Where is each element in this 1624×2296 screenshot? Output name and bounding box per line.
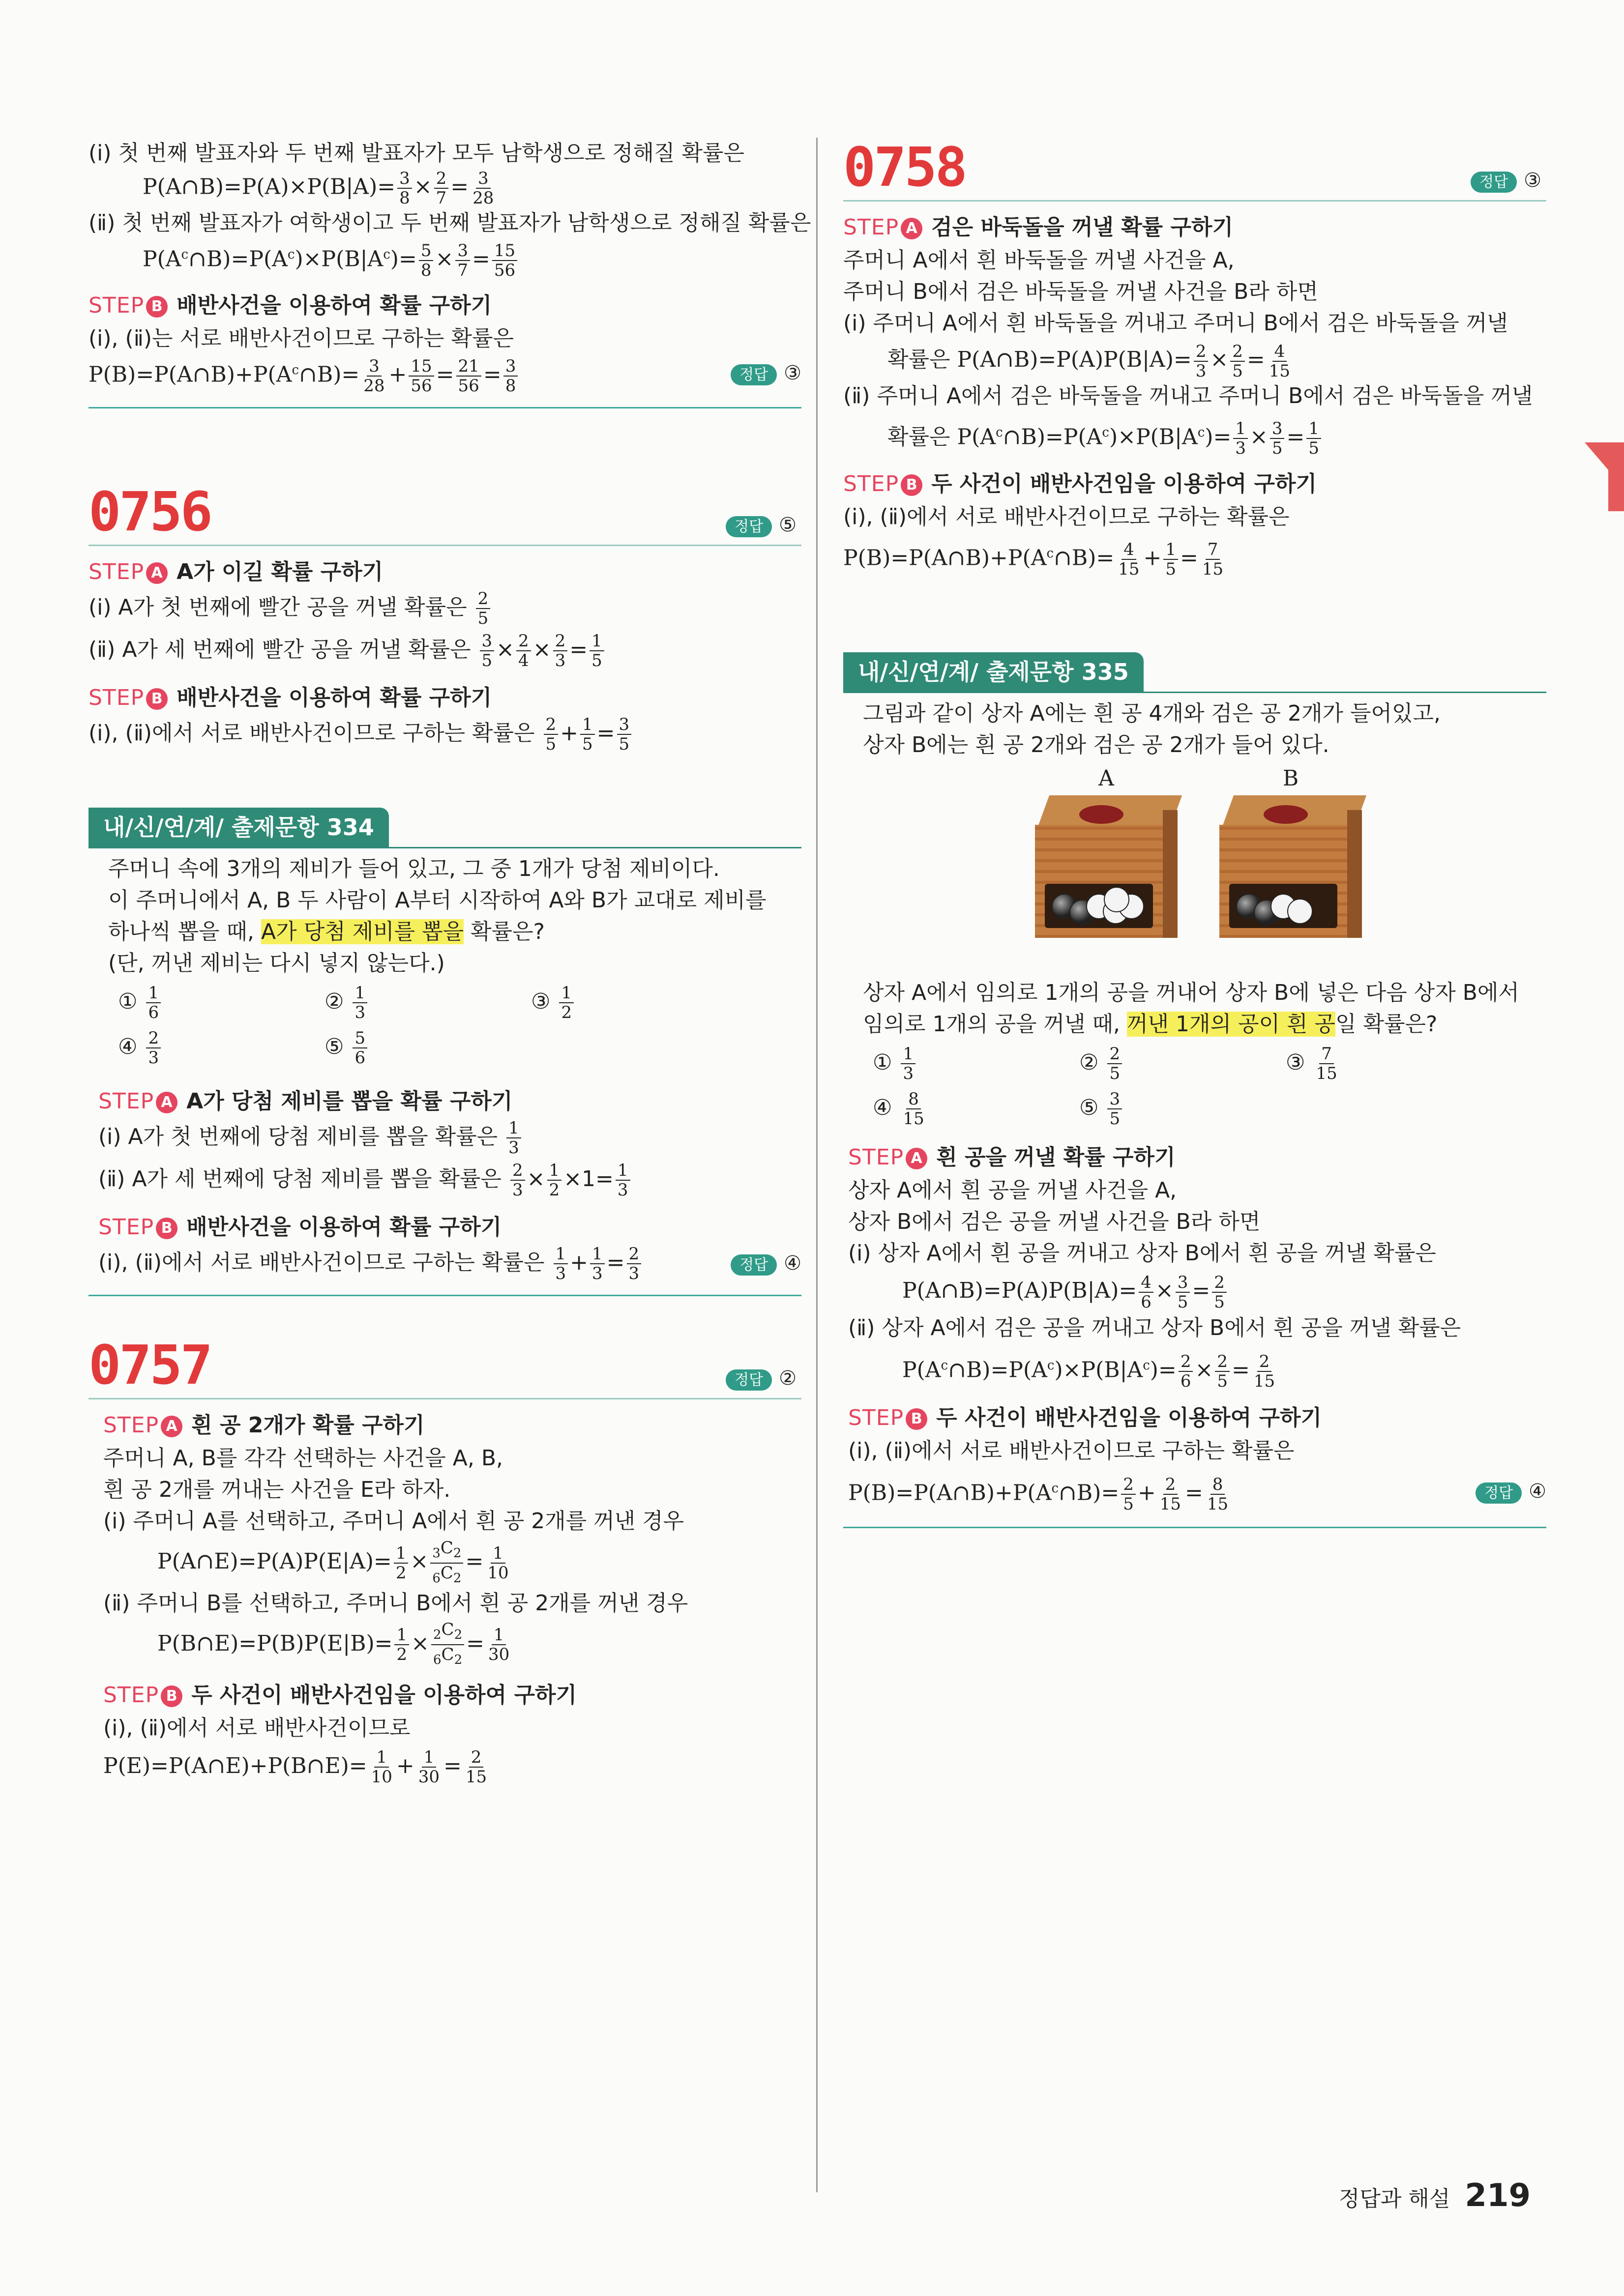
crate-figure — [863, 766, 1546, 977]
box-334-line: 하나씩 뽑을 때, A가 당첨 제비를 뽑을 확률은? — [108, 919, 545, 945]
box334-answer: 정답 ④ — [731, 1248, 801, 1281]
option-4[interactable]: ④ $\frac{8}{15}$ — [873, 1089, 924, 1129]
box-334-line: 이 주머니에서 A, B 두 사람이 A부터 시작하여 A와 B가 교대로 제비를 — [108, 888, 767, 913]
p758-step-b: STEP B 두 사건이 배반사건임을 이용하여 구하기 — [843, 471, 1317, 496]
p756-header — [89, 482, 801, 546]
p758-eq-final: $P(B)=P(A\cap B)+P(A^c\cap B)=$ $\frac{4}{15}$ + $\frac{1}{5}$ = $\frac{7}{15}$ — [843, 539, 1224, 579]
p758-line: 주머니 B에서 검은 바둑돌을 꺼낼 사건을 B라 하면 — [843, 279, 1318, 304]
page-footer — [1339, 2178, 1531, 2214]
option-1[interactable]: ① $\frac{1}{3}$ — [873, 1040, 1079, 1085]
box-335 — [843, 652, 1546, 1528]
option-3[interactable]: ③ $\frac{1}{2}$ — [531, 979, 738, 1024]
crate-b — [1219, 766, 1362, 938]
p757-step-a: STEP A 흰 공 2개가 확률 구하기 — [103, 1413, 425, 1438]
p757-stepb-line: (ⅰ), (ⅱ)에서 서로 배반사건이므로 — [103, 1715, 411, 1741]
box335-eq-final: $P(B)=P(A\cap B)+P(A^c\cap B)=$ $\frac{2}{5}$ + $\frac{2}{15}$ = $\frac{8}{15}$ 정답 ④ — [848, 1467, 1546, 1515]
p757-answer: 정답 ② — [726, 1367, 797, 1390]
option-5[interactable]: ⑤ $\frac{5}{6}$ — [325, 1024, 531, 1070]
p755-stepb-line: (ⅰ), (ⅱ)는 서로 배반사건이므로 구하는 확률은 — [89, 326, 514, 351]
p757-header — [89, 1336, 801, 1399]
p758-eq-i: 확률은 P(A∩B)=P(A)P(B|A)= $\frac{2}{3}$ × $\frac{2}{5}$ = $\frac{4}{15}$ — [887, 341, 1291, 381]
box-334-title: 내/신/연/계/ 출제문항 334 — [89, 808, 389, 847]
p756-answer: 정답 ⑤ — [726, 514, 797, 536]
box335-stepb-line: (ⅰ), (ⅱ)에서 서로 배반사건이므로 구하는 확률은 — [848, 1438, 1295, 1463]
p758-step-a: STEP A 검은 바둑돌을 꺼낼 확률 구하기 — [843, 215, 1233, 240]
box-335-options — [873, 1040, 1546, 1131]
option-3[interactable]: ③ $\frac{7}{15}$ — [1286, 1044, 1337, 1084]
page-number: 219 — [1465, 2178, 1531, 2214]
box-335-line: 상자 A에서 임의로 1개의 공을 꺼내어 상자 B에 넣은 다음 상자 B에서 — [863, 980, 1519, 1006]
option-1[interactable]: ① $\frac{1}{6}$ — [118, 979, 325, 1024]
p758-case-i: (ⅰ) 주머니 A에서 흰 바둑돌을 꺼내고 주머니 B에서 검은 바둑돌을 꺼낼 — [843, 311, 1508, 336]
p756-case-i: (ⅰ) A가 첫 번째에 빨간 공을 꺼낼 확률은 $\frac{2}{5}$ — [89, 589, 801, 628]
box335-step-a: STEP A 흰 공을 꺼낼 확률 구하기 — [848, 1145, 1176, 1170]
p755-case-ii: (ⅱ) 첫 번째 발표자가 여학생이고 두 번째 발표자가 남학생으로 정해질 확률은 — [89, 210, 811, 235]
separator — [843, 1527, 1546, 1528]
p755-eq-final: $P(B)=P(A\cap B)+P(A^c\cap B)=$ $\frac{3}{28}$ + $\frac{15}{56}$ = $\frac{21}{56}$ = $\frac{3}{8}$ 정답 ③ — [89, 356, 801, 396]
crate-a — [1035, 766, 1178, 938]
p756-case-ii: (ⅱ) A가 세 번째에 빨간 공을 꺼낼 확률은 $\frac{3}{5}$ × $\frac{2}{4}$ × $\frac{2}{3}$ = $\frac{1}{5}$ — [89, 628, 801, 672]
right-column — [843, 138, 1546, 1548]
p756-step-a: STEP A A가 이길 확률 구하기 — [89, 559, 384, 585]
p758-line: 주머니 A에서 흰 바둑돌을 꺼낼 사건을 A, — [843, 248, 1235, 273]
p758-stepb-line: (ⅰ), (ⅱ)에서 서로 배반사건이므로 구하는 확률은 — [843, 504, 1290, 529]
box335-case-i: (ⅰ) 상자 A에서 흰 공을 꺼내고 상자 B에서 흰 공을 꺼낼 확률은 — [848, 1241, 1436, 1266]
separator — [89, 1295, 801, 1296]
p757-line: 주머니 A, B를 각각 선택하는 사건을 A, B, — [103, 1446, 503, 1471]
footer-label: 정답과 해설 — [1338, 2186, 1450, 2211]
box-334-line: (단, 꺼낸 제비는 다시 넣지 않는다.) — [108, 951, 445, 976]
p757-case-ii: (ⅱ) 주머니 B를 선택하고, 주머니 B에서 흰 공 2개를 꺼낸 경우 — [103, 1590, 688, 1616]
box-334-line: 주머니 속에 3개의 제비가 들어 있고, 그 중 1개가 당첨 제비이다. — [108, 856, 720, 882]
box-335-line: 상자 B에는 흰 공 2개와 검은 공 2개가 들어 있다. — [863, 732, 1329, 758]
p757-eq-ii: P(B∩E)=P(B)P(E|B)= $\frac{1}{2}$ × $\frac{_2C_2}{_6C_2}$ = $\frac{1}{30}$ — [157, 1620, 510, 1667]
box335-step-b: STEP B 두 사건이 배반사건임을 이용하여 구하기 — [848, 1405, 1322, 1430]
separator — [89, 407, 801, 408]
box-335-title: 내/신/연/계/ 출제문항 335 — [843, 652, 1144, 692]
p757-case-i: (ⅰ) 주머니 A를 선택하고, 주머니 A에서 흰 공 2개를 꺼낸 경우 — [103, 1509, 684, 1534]
p756-stepb-line: (ⅰ), (ⅱ)에서 서로 배반사건이므로 구하는 확률은 $\frac{2}{5}$ + $\frac{1}{5}$ = $\frac{3}{5}$ — [89, 715, 801, 754]
p758-header — [843, 138, 1546, 202]
box334-case-i: (ⅰ) A가 첫 번째에 당첨 제비를 뽑을 확률은 $\frac{1}{3}$ — [98, 1119, 801, 1157]
option-5[interactable]: ⑤ $\frac{3}{5}$ — [1079, 1085, 1286, 1131]
p755-eq-ii: $P(A^c\cap B)=P(A^c)\times P(B|A^c)=$ $\frac{5}{8}$ × $\frac{3}{7}$ = $\frac{15}{56}$ — [89, 239, 801, 280]
p755-case-i: (ⅰ) 첫 번째 발표자와 두 번째 발표자가 모두 남학생으로 정해질 확률은 — [89, 141, 745, 166]
p757-line: 흰 공 2개를 꺼내는 사건을 E라 하자. — [103, 1477, 451, 1503]
option-2[interactable]: ② $\frac{2}{5}$ — [1079, 1040, 1286, 1085]
box334-stepb-line: (ⅰ), (ⅱ)에서 서로 배반사건이므로 구하는 확률은 $\frac{1}{3}$ + $\frac{1}{3}$ = $\frac{2}{3}$ 정답 ④ — [98, 1244, 801, 1284]
box334-case-ii: (ⅱ) A가 세 번째에 당첨 제비를 뽑을 확률은 $\frac{2}{3}$ × $\frac{1}{2}$ ×1= $\frac{1}{3}$ — [98, 1157, 801, 1201]
option-4[interactable]: ④ $\frac{2}{3}$ — [118, 1024, 325, 1070]
p758-answer: 정답 ③ — [1471, 169, 1541, 192]
chapter-tab-marker — [1585, 442, 1624, 511]
p755-answer: 정답 ③ — [731, 357, 801, 391]
box-335-line: 그림과 같이 상자 A에는 흰 공 4개와 검은 공 2개가 들어있고, — [863, 701, 1441, 727]
box335-eq-i: P(A∩B)=P(A)P(B|A)= $\frac{4}{6}$ × $\frac{3}{5}$ = $\frac{2}{5}$ — [848, 1269, 1546, 1312]
p758-case-ii: (ⅱ) 주머니 A에서 검은 바둑돌을 꺼내고 주머니 B에서 검은 바둑돌을 꺼낼 — [843, 383, 1533, 408]
crate-a-label: A — [1098, 766, 1114, 791]
box335-line: 상자 A에서 흰 공을 꺼낼 사건을 A, — [848, 1178, 1177, 1203]
p755-step-b: STEP B 배반사건을 이용하여 확률 구하기 — [89, 293, 492, 319]
crate-b-label: B — [1282, 766, 1299, 791]
p755-eq-i: P(A∩B)=P(A)×P(B|A)= $\frac{3}{8}$ × $\frac{2}{7}$ = $\frac{3}{28}$ — [143, 169, 494, 208]
box-334-options — [118, 979, 801, 1070]
box335-answer: 정답 ④ — [1476, 1470, 1546, 1515]
p757-eq-final: P(E)=P(A∩E)+P(B∩E)= $\frac{1}{10}$ + $\frac{1}{30}$ = $\frac{2}{15}$ — [103, 1747, 487, 1787]
box335-eq-ii: $P(A^c\cap B)=P(A^c)\times P(B|A^c)=$ $\frac{2}{6}$ × $\frac{2}{5}$ = $\frac{2}{15}$ — [902, 1352, 1275, 1392]
problem-number: 0757 — [89, 1334, 211, 1397]
p757-step-b: STEP B 두 사건이 배반사건임을 이용하여 구하기 — [103, 1682, 577, 1708]
box334-step-a: STEP A A가 당첨 제비를 뽑을 확률 구하기 — [98, 1089, 513, 1114]
column-divider — [816, 138, 818, 2192]
box334-step-b: STEP B 배반사건을 이용하여 확률 구하기 — [98, 1215, 502, 1240]
p756-step-b: STEP B 배반사건을 이용하여 확률 구하기 — [89, 685, 492, 711]
box335-line: 상자 B에서 검은 공을 꺼낼 사건을 B라 하면 — [848, 1209, 1261, 1235]
box-334 — [89, 808, 801, 1296]
p757-eq-i: P(A∩E)=P(A)P(E|A)= $\frac{1}{2}$ × $\frac{_3C_2}{_6C_2}$ = $\frac{1}{10}$ — [157, 1538, 509, 1586]
box335-case-ii: (ⅱ) 상자 A에서 검은 공을 꺼내고 상자 B에서 흰 공을 꺼낼 확률은 — [848, 1315, 1461, 1341]
box-335-line: 임의로 1개의 공을 꺼낼 때, 꺼낸 1개의 공이 흰 공일 확률은? — [863, 1012, 1438, 1037]
option-2[interactable]: ② $\frac{1}{3}$ — [325, 979, 531, 1024]
problem-number: 0756 — [89, 480, 211, 544]
p758-eq-ii: 확률은 $P(A^c\cap B)=P(A^c)\times P(B|A^c)=$ $\frac{1}{3}$ × $\frac{3}{5}$ = $\frac{1}{5}$ — [843, 412, 1546, 458]
problem-number: 0758 — [843, 136, 966, 199]
left-column — [89, 138, 811, 1788]
